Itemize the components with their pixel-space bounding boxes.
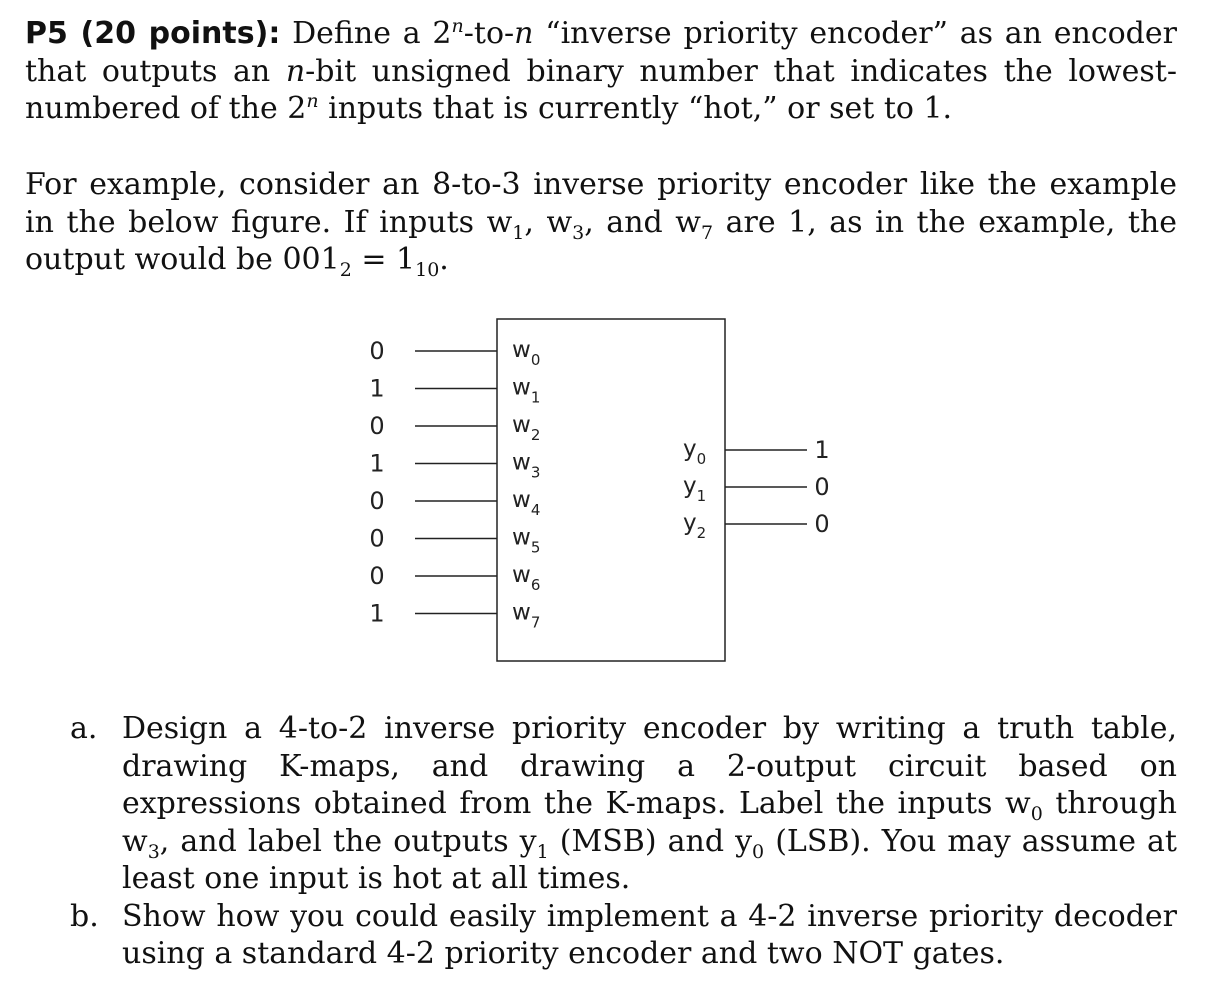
intro-text: Define a 2	[280, 16, 452, 51]
example-text: , w	[524, 204, 573, 240]
task-text: (MSB) and y	[548, 823, 753, 859]
input-value-5: 0	[369, 524, 385, 553]
n-exponent: n	[306, 90, 319, 112]
encoder-figure	[355, 310, 855, 670]
input-label-w1: $w_1$	[512, 374, 541, 407]
task-text: (LSB). You may assume at least one input is hot at all times.	[122, 823, 1177, 896]
task-text: through w	[122, 786, 1177, 859]
task-text: Show how you could easily implement a 4-2 inverse priority decoder using a standard 4-2 priority encoder and two NOT gates.	[122, 898, 1177, 971]
list-marker: b.	[70, 898, 99, 934]
list-marker: a.	[70, 711, 98, 746]
intro-text: -bit unsigned binary number that indicates the lowest-numbered of the 2	[25, 53, 1177, 126]
subscript: 0	[752, 840, 765, 863]
example-text: = 1	[351, 242, 416, 277]
input-value-7: 1	[369, 599, 385, 628]
input-label-w6: $w_6$	[512, 562, 541, 594]
output-value-1: 0	[814, 473, 830, 501]
input-value-4: 0	[369, 487, 385, 515]
subscript: 1	[512, 221, 525, 244]
input-value-2: 0	[369, 412, 385, 440]
input-value-6: 0	[369, 562, 385, 590]
n-variable: n	[514, 16, 534, 51]
subscript: 0	[1030, 803, 1043, 825]
output-value-0: 1	[814, 436, 830, 464]
example-text: .	[439, 242, 449, 277]
output-value-2: 0	[814, 510, 830, 538]
example-text: For example, consider an 8-to-3 inverse priority encoder like the example in the below figure. If inputs w	[25, 167, 1177, 240]
intro-text: -to-	[463, 16, 515, 51]
input-label-w0: $w_0$	[512, 337, 541, 369]
list-item	[70, 710, 1177, 898]
output-label-y1: $y_1$	[683, 473, 707, 505]
subscript: 3	[147, 840, 160, 863]
list-item	[70, 898, 1177, 973]
subscript: 7	[700, 221, 714, 244]
subscript: 3	[572, 221, 585, 244]
subscript: 1	[536, 840, 549, 863]
intro-text: inputs that is currently “hot,” or set to 1.	[318, 91, 953, 126]
example-text: , and w	[584, 204, 701, 240]
encoder-diagram	[355, 310, 855, 670]
task-text: , and label the outputs y	[159, 823, 537, 859]
subscript: 2	[339, 259, 352, 281]
example-paragraph	[25, 166, 1177, 279]
task-text: Design a 4-to-2 inverse priority encoder by writing a truth table, drawing K-maps, and drawing a 2-output circuit based on expressions obtained from the K-maps. Label the inputs w	[122, 711, 1177, 821]
example-text: are 1, as in the example, the output would be 001	[25, 204, 1177, 277]
task-list	[70, 710, 1177, 973]
output-label-y2: $y_2$	[683, 510, 707, 542]
output-label-y0: $y_0$	[683, 436, 707, 468]
input-value-0: 0	[369, 337, 385, 365]
input-label-w4: $w_4$	[512, 487, 541, 519]
input-label-w2: $w_2$	[512, 412, 541, 444]
n-exponent: n	[451, 15, 464, 37]
input-value-1: 1	[369, 374, 385, 403]
input-label-w7: $w_7$	[512, 599, 541, 632]
input-label-w3: $w_3$	[512, 449, 541, 482]
n-variable: n	[285, 53, 306, 89]
input-label-w5: $w_5$	[512, 524, 541, 557]
intro-text: “inverse priority encoder” as an encoder that outputs an	[25, 16, 1177, 89]
problem-heading: P5 (20 points):	[25, 16, 281, 51]
problem-intro	[25, 15, 1177, 128]
subscript: 10	[415, 259, 440, 281]
input-value-3: 1	[369, 449, 385, 478]
